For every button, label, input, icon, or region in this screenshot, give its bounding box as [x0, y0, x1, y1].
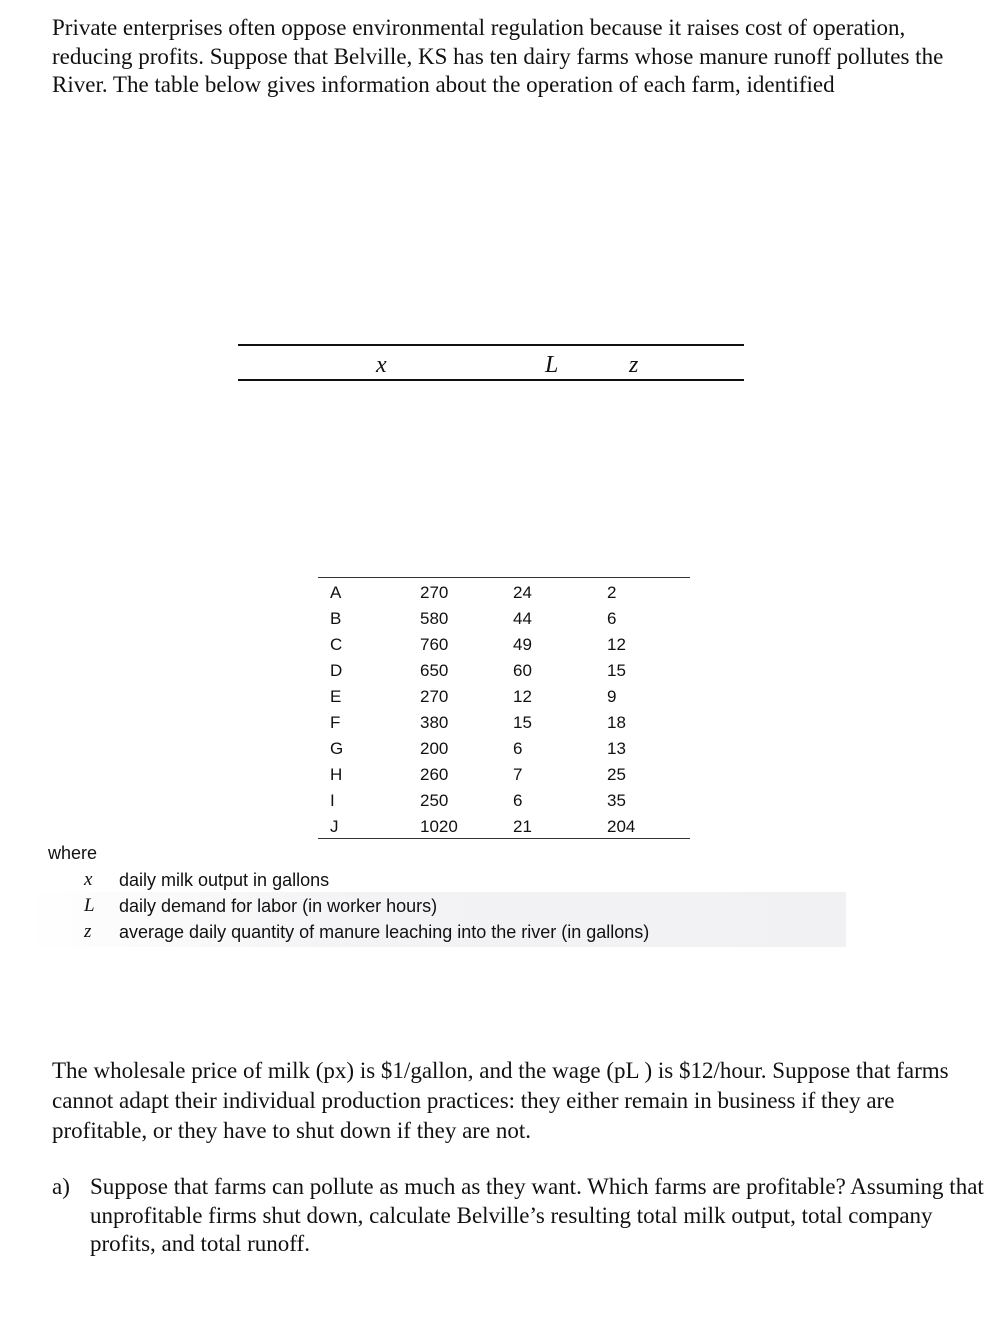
milk-output-cell: 250	[420, 791, 449, 810]
farm-id-cell: I	[330, 791, 335, 810]
farm-id-cell: A	[330, 583, 342, 602]
runoff-cell: 6	[607, 609, 617, 628]
header-col-z: z	[629, 352, 639, 378]
labor-cell: 12	[513, 687, 532, 706]
runoff-cell: 25	[607, 765, 626, 784]
question-a-marker: a)	[52, 1174, 70, 1199]
labor-cell: 6	[513, 739, 523, 758]
farm-id-cell: E	[330, 687, 342, 706]
labor-cell: 49	[513, 635, 532, 654]
farm-id-cell: G	[330, 739, 344, 758]
farm-id-cell: F	[330, 713, 341, 732]
milk-output-cell: 270	[420, 687, 449, 706]
header-table-top-rule	[238, 344, 744, 346]
milk-output-cell: 580	[420, 609, 449, 628]
legend-description: daily demand for labor (in worker hours)	[119, 896, 438, 916]
runoff-cell: 12	[607, 635, 626, 654]
pricing-paragraph: The wholesale price of milk (px) is $1/gallon, and the wage (pL ) is $12/hour. Suppose that farms cannot adapt their individual production practices: they either remain in business if they are profitable, or they have to shut down if they are not.	[52, 1058, 949, 1143]
milk-output-cell: 270	[420, 583, 449, 602]
table-row	[0, 632, 1002, 658]
legend-description: daily milk output in gallons	[119, 870, 330, 890]
milk-output-cell: 650	[420, 661, 449, 680]
labor-cell: 15	[513, 713, 532, 732]
farm-id-cell: B	[330, 609, 342, 628]
legend-symbol: L	[84, 895, 95, 916]
runoff-cell: 204	[607, 817, 636, 836]
table-row	[0, 814, 1002, 840]
labor-cell: 7	[513, 765, 523, 784]
table-row	[0, 580, 1002, 606]
legend-item	[0, 919, 900, 945]
farm-id-cell: H	[330, 765, 343, 784]
intro-line-2: reducing profits. Suppose that Belville, KS has ten dairy farms whose manure runoff pollutes the	[52, 43, 944, 69]
runoff-cell: 9	[607, 687, 617, 706]
legend-where-label: where	[48, 843, 98, 863]
table-row	[0, 788, 1002, 814]
intro-paragraph	[52, 14, 992, 100]
legend-symbol: x	[84, 869, 93, 890]
table-row	[0, 684, 1002, 710]
milk-output-cell: 200	[420, 739, 449, 758]
question-a-text: Suppose that farms can pollute as much as they want. Which farms are profitable? Assuming that unprofitable firms shut down, calculate Belville’s resulting total milk output, total company profits, and total runoff.	[90, 1174, 984, 1256]
runoff-cell: 15	[607, 661, 626, 680]
runoff-cell: 35	[607, 791, 626, 810]
intro-line-1: Private enterprises often oppose environmental regulation because it raises cost of operation,	[52, 15, 906, 40]
labor-cell: 6	[513, 791, 523, 810]
header-table-bottom-rule	[238, 379, 744, 381]
farm-id-cell: D	[330, 661, 343, 680]
data-table-top-rule	[318, 577, 690, 578]
milk-output-cell: 260	[420, 765, 449, 784]
milk-output-cell: 1020	[420, 817, 458, 836]
farm-id-cell: J	[330, 817, 339, 836]
table-row	[0, 658, 1002, 684]
data-table-bottom-rule	[318, 838, 690, 839]
table-row	[0, 762, 1002, 788]
milk-output-cell: 380	[420, 713, 449, 732]
labor-cell: 21	[513, 817, 532, 836]
intro-line-3: River. The table below gives information about the operation of each farm, identified	[52, 72, 835, 97]
legend-description: average daily quantity of manure leaching into the river (in gallons)	[119, 922, 650, 942]
table-row	[0, 606, 1002, 632]
milk-output-cell: 760	[420, 635, 449, 654]
header-col-x: x	[376, 352, 387, 378]
runoff-cell: 13	[607, 739, 626, 758]
labor-cell: 44	[513, 609, 532, 628]
runoff-cell: 2	[607, 583, 617, 602]
table-row	[0, 736, 1002, 762]
legend-item	[0, 893, 900, 919]
farm-id-cell: C	[330, 635, 343, 654]
runoff-cell: 18	[607, 713, 626, 732]
table-row	[0, 710, 1002, 736]
labor-cell: 60	[513, 661, 532, 680]
labor-cell: 24	[513, 583, 532, 602]
header-col-l: L	[545, 352, 559, 378]
legend-item	[0, 867, 900, 893]
legend-symbol: z	[84, 921, 92, 942]
